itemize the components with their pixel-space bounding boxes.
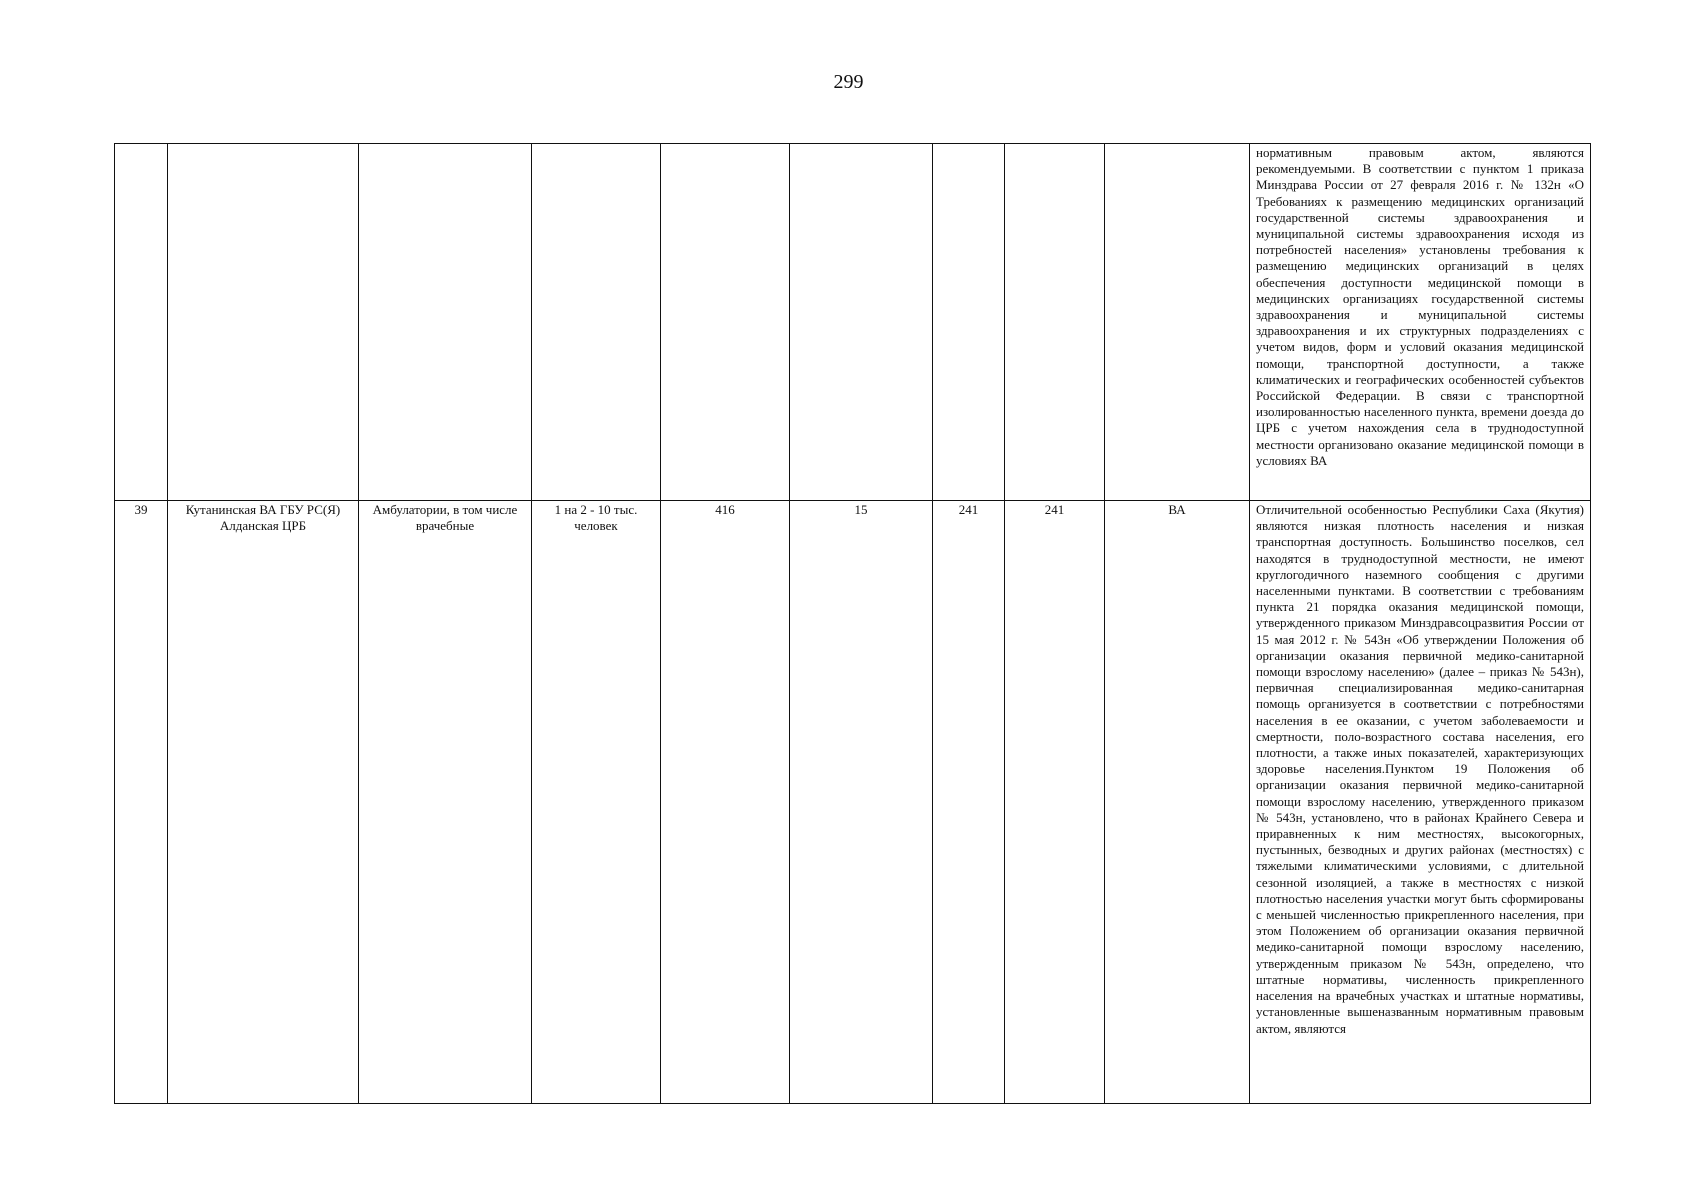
cell-value-1: [661, 144, 790, 501]
facilities-table: [114, 143, 1591, 1104]
cell-type: [359, 144, 532, 501]
cell-value-4: [1005, 144, 1105, 501]
cell-organization: [168, 144, 359, 501]
cell-form: ВА: [1105, 501, 1250, 1104]
cell-value-1: 416: [661, 501, 790, 1104]
cell-value-2: 15: [790, 501, 933, 1104]
cell-type: Амбулатории, в том числе врачебные: [359, 501, 532, 1104]
table-row: [115, 144, 1591, 501]
cell-number: 39: [115, 501, 168, 1104]
table-row: [115, 501, 1591, 1104]
cell-number: [115, 144, 168, 501]
cell-value-4: 241: [1005, 501, 1105, 1104]
cell-population: 1 на 2 - 10 тыс. человек: [532, 501, 661, 1104]
cell-organization: Кутанинская ВА ГБУ РС(Я) Алданская ЦРБ: [168, 501, 359, 1104]
cell-form: [1105, 144, 1250, 501]
cell-value-2: [790, 144, 933, 501]
cell-justification: нормативным правовым актом, являются рекомендуемыми. В соответствии с пунктом 1 приказа Минздрава России от 27 февраля 2016 г. № 132н «О Требованиях к размещению медицинских организаций государственной системы здравоохранения и муниципальной системы здравоохранения исходя из потребностей населения» установлены требования к размещению медицинских организаций в целях обеспечения доступности медицинской помощи в медицинских организациях государственной системы здравоохранения и муниципальной системы здравоохранения и их структурных подразделениях с учетом видов, форм и условий оказания медицинской помощи, транспортной доступности, а также климатических и географических особенностей субъектов Российской Федерации. В связи с транспортной изолированностью населенного пункта, времени доезда до ЦРБ с учетом нахождения села в труднодоступной местности организовано оказание медицинской помощи в условиях ВА: [1250, 144, 1591, 501]
cell-value-3: [933, 144, 1005, 501]
cell-value-3: 241: [933, 501, 1005, 1104]
cell-justification: Отличительной особенностью Республики Саха (Якутия) являются низкая плотность населения и низкая транспортная доступность. Большинство поселков, сел находятся в труднодоступной местности, не имеют круглогодичного наземного сообщения с другими населенными пунктами. В соответствии с требованиям пункта 21 порядка оказания медицинской помощи, утвержденного приказом Минздравсоцразвития России от 15 мая 2012 г. № 543н «Об утверждении Положения об организации оказания первичной медико-санитарной помощи взрослому населению» (далее – приказ № 543н), первичная специализированная медико-санитарная помощь организуется в соответствии с потребностями населения в ее оказании, с учетом заболеваемости и смертности, поло-возрастного состава населения, его плотности, а также иных показателей, характеризующих здоровье населения.Пунктом 19 Положения об организации оказания первичной медико-санитарной помощи взрослому населению, утвержденного приказом № 543н, установлено, что в районах Крайнего Севера и приравненных к ним местностях, высокогорных, пустынных, безводных и других районах (местностях) с тяжелыми климатическими условиями, с длительной сезонной изоляцией, а также в местностях с низкой плотностью населения участки могут быть сформированы с меньшей численностью прикрепленного населения, при этом Положением об организации оказания первичной медико-санитарной помощи взрослому населению, утвержденным приказом № 543н, определено, что штатные нормативы, численность прикрепленного населения на врачебных участках и штатные нормативы, установленные вышеназванным нормативным правовым актом, являются: [1250, 501, 1591, 1104]
cell-population: [532, 144, 661, 501]
page-number: 299: [833, 71, 864, 93]
